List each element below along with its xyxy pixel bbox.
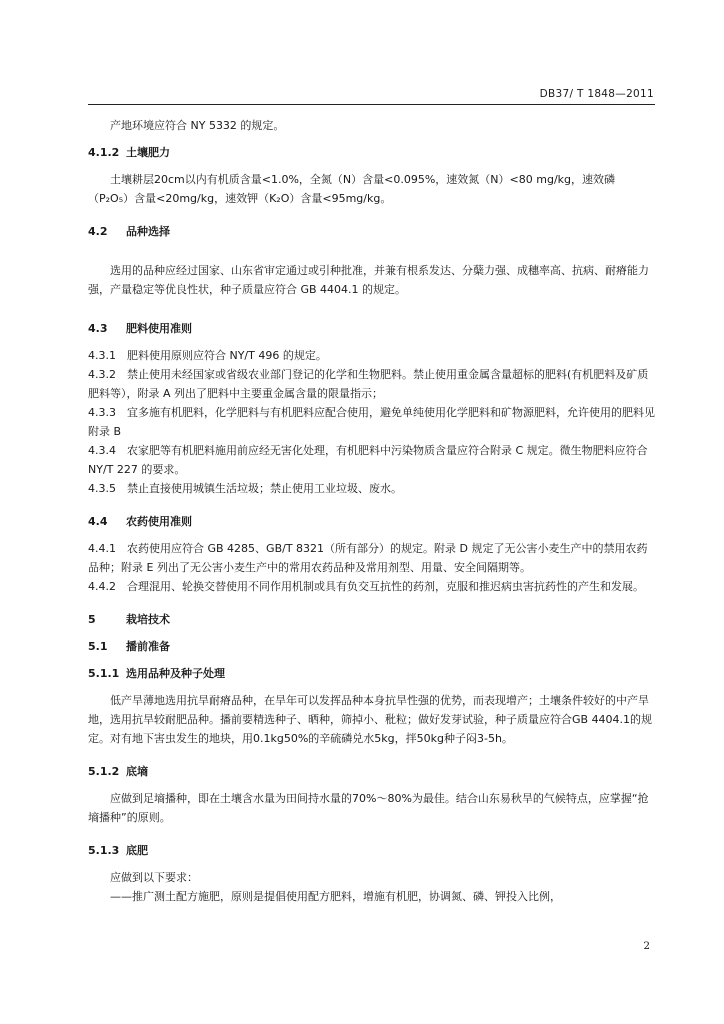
heading-title: 肥料使用准则 <box>126 322 192 335</box>
clause-4-3-3: 4.3.3 宜多施有机肥料，化学肥料与有机肥料应配合使用，避免单纯使用化学肥料和矿物源肥料，允许使用的肥料见附录 B <box>88 406 655 438</box>
heading-title: 品种选择 <box>126 225 170 238</box>
clause-4-3-5: 4.3.5 禁止直接使用城镇生活垃圾；禁止使用工业垃圾、废水。 <box>88 482 402 495</box>
paragraph-soil-moisture: 应做到足墒播种，即在土壤含水量为田间持水量的70%～80%为最佳。结合山东易秋旱的气候特点，应掌握“抢墒播种”的原则。 <box>88 792 649 824</box>
header-rule <box>88 104 655 105</box>
heading-number: 5.1.3 <box>88 844 120 857</box>
paragraph-variety-selection: 选用的品种应经过国家、山东省审定通过或引种批准，并兼有根系发达、分蘖力强、成穗率高、抗病、耐瘠能力强，产量稳定等优良性状，种子质量应符合 GB 4404.1 的规定。 <box>88 264 649 296</box>
heading-title: 播前准备 <box>126 640 170 653</box>
heading-number: 5.1.2 <box>88 765 120 778</box>
heading-5-1-1 <box>88 664 655 683</box>
paragraph-seed-treatment: 低产旱薄地选用抗旱耐瘠品种，在旱年可以发挥品种本身抗旱性强的优势，而表现增产；土壤条件较好的中产旱地，选用抗旱较耐肥品种。播前要精选种子、晒种，筛掉小、秕粒；做好发芽试验，种子质量应符合GB 4404.1的规定。对有地下害虫发生的地块，用0.1kg50%的辛硫磷兑水5kg，拌50kg种子闷3-5h。 <box>88 694 653 745</box>
standard-code: DB37/ T 1848—2011 <box>539 88 654 100</box>
clause-4-3-1: 4.3.1 肥料使用原则应符合 NY/T 496 的规定。 <box>88 349 327 362</box>
heading-title: 底墒 <box>126 765 148 778</box>
clause-4-4-1: 4.4.1 农药使用应符合 GB 4285、GB/T 8321（所有部分）的规定。附录 D 规定了无公害小麦生产中的禁用农药品种；附录 E 列出了无公害小麦生产中的常用农药品种及常用剂型、用量、安全间隔期等。 <box>88 542 648 574</box>
heading-5-1 <box>88 637 655 656</box>
heading-number: 4.3 <box>88 322 108 335</box>
heading-5 <box>88 610 655 629</box>
heading-4-4 <box>88 512 655 531</box>
heading-4-3 <box>88 319 655 338</box>
heading-title: 农药使用准则 <box>126 515 192 528</box>
heading-number: 5 <box>88 613 96 626</box>
heading-title: 栽培技术 <box>126 613 170 626</box>
paragraph-environment: 产地环境应符合 NY 5332 的规定。 <box>110 119 285 132</box>
paragraph-base-fertilizer-item: ——推广测土配方施肥，原则是提倡使用配方肥料，增施有机肥，协调氮、磷、钾投入比例， <box>110 890 561 903</box>
heading-number: 4.2 <box>88 225 108 238</box>
page-content <box>88 116 655 906</box>
heading-title: 选用品种及种子处理 <box>126 667 225 680</box>
heading-4-2 <box>88 222 655 241</box>
paragraph-soil-fertility: 土壤耕层20cm以内有机质含量<1.0%，全氮（N）含量<0.095%，速效氮（N）<80 mg/kg，速效磷（P₂O₅）含量<20mg/kg，速效钾（K₂O）含量<95mg/kg。 <box>88 173 616 205</box>
clause-4-4-2: 4.4.2 合理混用、轮换交替使用不同作用机制或具有负交互抗性的药剂，克服和推迟病虫害抗药性的产生和发展。 <box>88 580 644 593</box>
heading-number: 4.4 <box>88 515 108 528</box>
heading-5-1-3 <box>88 841 655 860</box>
clause-4-3-2: 4.3.2 禁止使用未经国家或省级农业部门登记的化学和生物肥料。禁止使用重金属含量超标的肥料(有机肥料及矿质肥料等），附录 A 列出了肥料中主要重金属含量的限量指示； <box>88 368 649 400</box>
heading-4-1-2 <box>88 143 655 162</box>
heading-number: 4.1.2 <box>88 146 120 159</box>
clause-4-3-4: 4.3.4 农家肥等有机肥料施用前应经无害化处理，有机肥料中污染物质含量应符合附录 C 规定。微生物肥料应符合 NY/T 227 的要求。 <box>88 444 648 476</box>
heading-5-1-2 <box>88 762 655 781</box>
heading-number: 5.1 <box>88 640 108 653</box>
heading-title: 土壤肥力 <box>126 146 170 159</box>
heading-number: 5.1.1 <box>88 667 120 680</box>
page-number: 2 <box>643 940 650 952</box>
paragraph-base-fertilizer-intro: 应做到以下要求： <box>110 871 198 884</box>
heading-title: 底肥 <box>126 844 148 857</box>
